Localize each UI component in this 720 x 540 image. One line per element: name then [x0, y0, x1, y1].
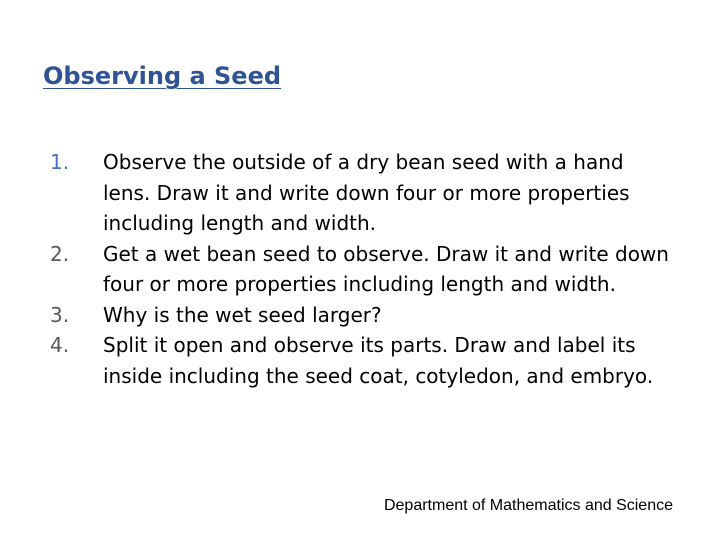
step-item-1 [50, 147, 670, 239]
footer-department: Department of Mathematics and Science [383, 497, 673, 514]
step-number-4: 4. [50, 333, 70, 357]
step-text-2: Get a wet bean seed to observe. Draw it and write down four or more properties including length and width. [103, 241, 669, 296]
step-text-4: Split it open and observe its parts. Draw and label its inside including the seed coat, cotyledon, and embryo. [103, 333, 654, 388]
step-number-2: 2. [50, 241, 70, 266]
slide-title: Observing a Seed [43, 62, 282, 90]
step-text-1: Observe the outside of a dry bean seed with a hand lens. Draw it and write down four or more properties including length and width. [103, 150, 630, 235]
step-number-3: 3. [50, 302, 70, 327]
step-number-1: 1. [50, 150, 70, 174]
step-item-4 [50, 330, 670, 391]
step-item-3 [50, 300, 670, 331]
step-item-2 [50, 239, 670, 300]
step-text-3: Why is the wet seed larger? [103, 302, 382, 327]
step-list [50, 147, 670, 391]
